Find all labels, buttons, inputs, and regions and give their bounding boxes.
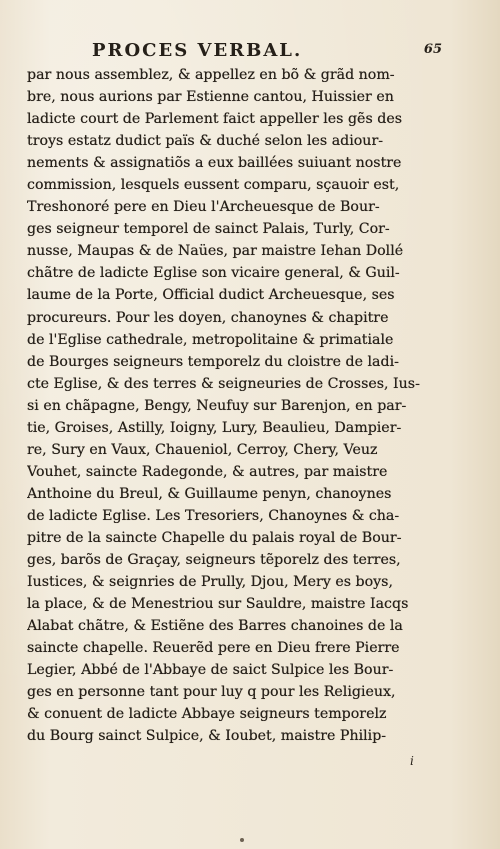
text-line: si en chãpagne, Bengy, Neufuy sur Barenjon, en par- xyxy=(27,397,407,414)
text-line: du Bourg sainct Sulpice, & Ioubet, maistre Philip- xyxy=(27,728,387,745)
text-line: Anthoine du Breul, & Guillaume penyn, chanoynes xyxy=(27,485,392,502)
running-title: PROCES VERBAL. xyxy=(92,40,303,61)
text-line: ges seigneur temporel de sainct Palais, Turly, Cor- xyxy=(27,221,390,238)
text-line: troys estatz dudict païs & duché selon les adiour- xyxy=(27,133,384,150)
text-line: ges en personne tant pour luy q pour les Religieux, xyxy=(27,684,396,701)
text-line: par nous assemblez, & appellez en bõ & grãd nom- xyxy=(27,67,395,83)
text-line: cte Eglise, & des terres & seigneuries de Crosses, Ius- xyxy=(27,375,420,392)
text-line: ges, barõs de Graçay, seigneurs tẽporelz des terres, xyxy=(27,552,401,569)
page-number: 65 xyxy=(423,42,442,57)
text-line: commission, lesquels eussent comparu, sçauoir est, xyxy=(27,177,400,194)
text-line: nusse, Maupas & de Naües, par maistre Iehan Dollé xyxy=(27,243,404,260)
text-line: & conuent de ladicte Abbaye seigneurs temporelz xyxy=(27,706,387,723)
ink-speck xyxy=(240,838,244,842)
text-line: procureurs. Pour les doyen, chanoynes & chapitre xyxy=(27,309,389,326)
text-line: nements & assignatiõs a eux baillées suiuant nostre xyxy=(27,155,402,172)
body-text xyxy=(27,64,472,747)
text-line: re, Sury en Vaux, Chaueniol, Cerroy, Chery, Veuz xyxy=(27,441,378,458)
text-line: de Bourges seigneurs temporelz du cloistre de ladi- xyxy=(27,353,399,370)
text-line: tie, Groises, Astilly, Ioigny, Lury, Beaulieu, Dampier- xyxy=(27,419,402,436)
text-line: Legier, Abbé de l'Abbaye de saict Sulpice les Bour- xyxy=(27,662,394,679)
text-line: ladicte court de Parlement faict appeller les gẽs des xyxy=(27,111,402,128)
page-header xyxy=(92,40,442,62)
text-line: Vouhet, saincte Radegonde, & autres, par maistre xyxy=(27,463,388,480)
text-line: bre, nous aurions par Estienne cantou, Huissier en xyxy=(27,89,394,106)
text-line: chãtre de ladicte Eglise son vicaire general, & Guil- xyxy=(27,265,400,282)
text-line: pitre de la saincte Chapelle du palais royal de Bour- xyxy=(27,529,402,546)
text-line: de ladicte Eglise. Les Tresoriers, Chanoynes & cha- xyxy=(27,507,400,524)
text-line: Alabat chãtre, & Estiẽne des Barres chanoines de la xyxy=(27,618,403,635)
text-line: saincte chapelle. Reuerẽd pere en Dieu frere Pierre xyxy=(27,640,400,657)
catchword: i xyxy=(410,754,414,768)
text-line: Treshonoré pere en Dieu l'Archeuesque de Bour- xyxy=(27,199,380,216)
text-line: laume de la Porte, Official dudict Archeuesque, ses xyxy=(27,287,395,304)
text-line: Iustices, & seignries de Prully, Djou, Mery es boys, xyxy=(27,574,393,591)
text-line: de l'Eglise cathedrale, metropolitaine & primatiale xyxy=(27,331,394,348)
text-line: la place, & de Menestriou sur Sauldre, maistre Iacqs xyxy=(27,596,409,613)
